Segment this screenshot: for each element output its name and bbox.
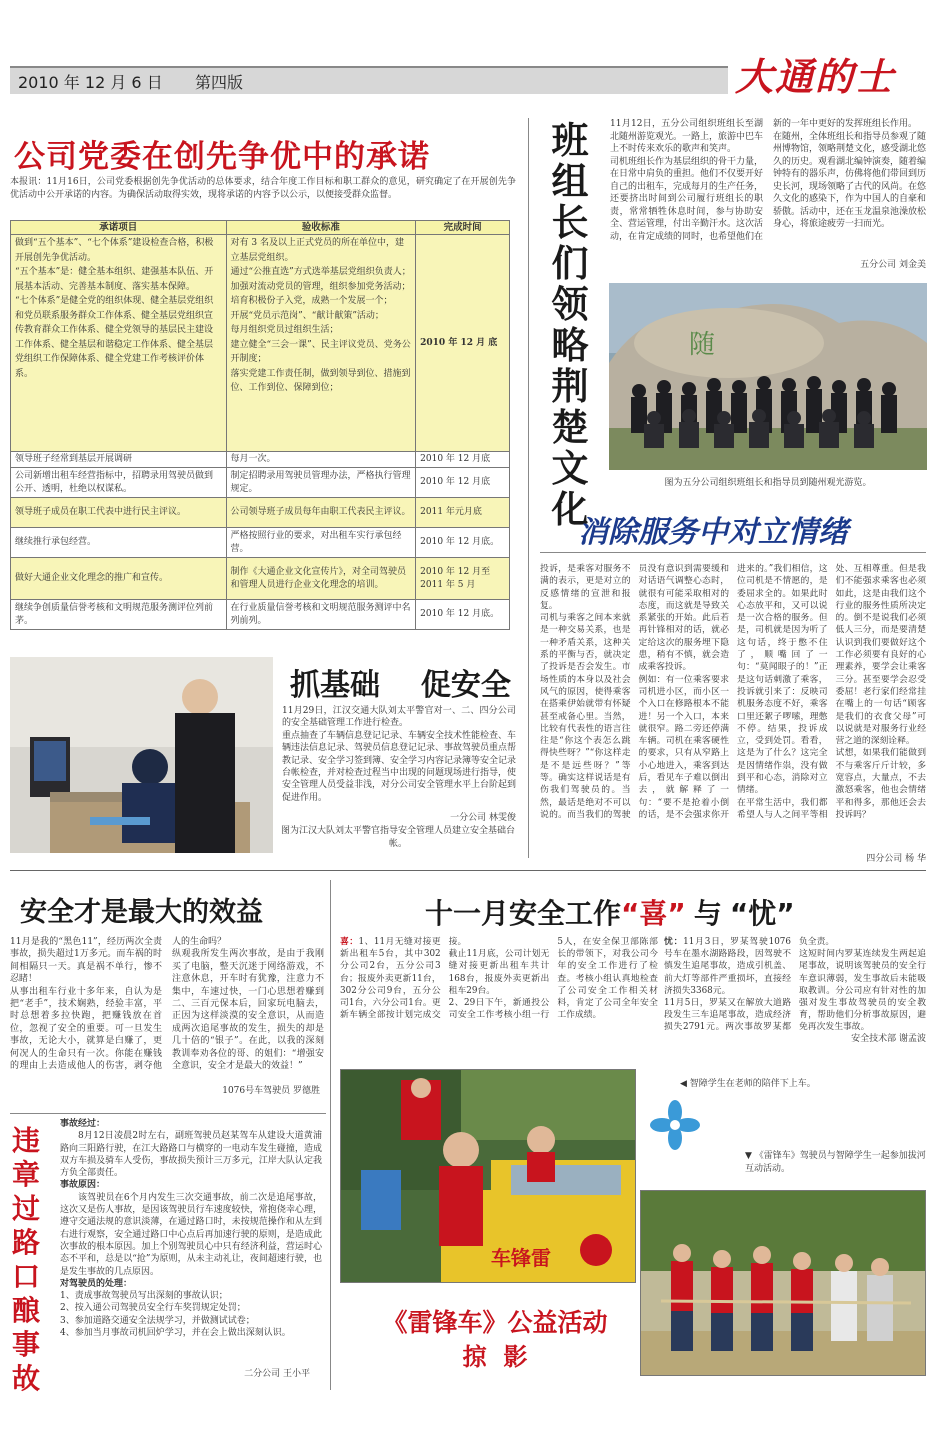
table-row-item: 领导班子成员在职工代表中进行民主评议。 xyxy=(11,498,227,528)
service-body: 投诉，是乘客对服务不满的表示，更是对立的反感情绪的宣泄和报复。 司机与乘客之间本来就是一种交易关系，也是一种矛盾关系，这种关系的平衡与否，就决定了投诉是否会发生。市场性质的本身以及社会风气的原因，使得乘客在搭乘伊始就带有怀疑甚至戒备心里。当然，比较有代表性的语言往往是“你这个表怎么跳得快些呀？”“你这样走是不是远些呀？”等等。确实这样说话是有伤我们驾驶员的。当然，最话是绝对不可以说的。而当我们的驾驶员没有意识到需要缓和对话语气调整心态时，就很有可能采取相对的态度，而这就是导致关系紧张的开始。此后若再针锋相对的话，就必定给这次的服务埋下隐患，稍有不慎，就会造成乘客投诉。 例如：有一位乘客要求司机进小区，而小区一个入口在修路根本不能进！另一个入口，本来就很窄。路二旁还停满车辆。司机在乘客硬性的要求，只有从窄路上小心地进入，乘客到达后，看见车子难以倒出去，就解释了一句：“要不是抢着小倒的话，是不会强求你开进来的。”我们相信，这位司机是不情愿的，是委屈求全的。如果此时心态放平和，又可以说是一次合格的服务。但是，司机就是因为听了这句话，终于憋不住了，顺嘴回了一句：“莫闻眼子的！”正是这句话刺激了乘客，投诉就引来了：反映司机服务态度不好，乘客口里还絮子啰嗦，理憋不停。结果，投诉成立，受到处罚。看看，这是为了什么？这完全是因情绪作祟，没有做到平和心态，消除对立情绪。 在平常生活中，我们都希望人与人之间平等相处、互相尊重。但是我们不能强求乘客也必须如此，这是由我们这个行业的服务性质所决定的。倒不是说我们必须低人三分，而是要清楚认识到我们要做好这个工作必须要有良好的心理素养，要学会让乘客三分。甚至要学会忍受委屈！老行家们经常挂在嘴上的一句话“顾客是我们的衣食父母”可以说就是对服务行业经营之道的深刻诠释。 试想，如果我们能做到不与乘客斤斤计较，多宽容点，大量点，不去激怒乘客，他也会情绪平和得多，那他还会去投诉吗？ xyxy=(540,564,926,820)
police-inspection-photo xyxy=(10,657,273,853)
squad-byline: 五分公司 刘金美 xyxy=(860,260,926,270)
leifeng-caption-1: ◀ 智障学生在老师的陪伴下上车。 xyxy=(680,1079,816,1089)
table-row-time: 2010 年 12 月底 xyxy=(416,468,510,498)
safety-base-body: 11月29日，江汉交通大队刘太平警官对一、二、四分公司的安全基础管理工作进行检查。 重点抽查了车辆信息登记记录、车辆安全技术性能检查、车辆违法信息记录、驾驶员信息登记记录、事故驾驶员重点帮教记录、安全学习签到簿、安全学习内容记录簿等安全记录台帐检查，并对检查过程当中出现的问题现场进行指导，使安全管理人员受益非浅，对分公司安全管理水平上台阶起到促进作用。 xyxy=(282,706,517,803)
table-row-time: 2011 年元月底 xyxy=(416,498,510,528)
violation-byline: 二分公司 王小平 xyxy=(244,1369,310,1379)
violation-cause-label: 事故原因： xyxy=(60,1180,106,1191)
table-row-item: 公司新增出租车经营指标中，招聘录用驾驶员做到公开、透明，杜绝以权谋私。 xyxy=(11,468,227,498)
table-row-standard: 每月一次。 xyxy=(226,452,416,468)
service-rule xyxy=(540,552,926,553)
table-row-standard: 对有 3 名及以上正式党员的所在单位中，建立基层党组织。 通过“公推直选”方式选举基层党组织负责人； 加强对流动党员的管理，组织参加党务活动； 培育积极份子入党，成熟一个发展一个； 开展“党员示范岗”、“献计献策”活动； 每月组织党员过组织生活； 建立健全“三会一课”、民主评议党员、党务公开制度； 落实党建工作责任制，做到领导到位、措施到位、工作到位、保障到位； xyxy=(226,235,416,452)
squad-photo-caption: 图为五分公司组织班组长和指导员到随州观光游览。 xyxy=(664,478,872,488)
promise-table xyxy=(10,220,510,630)
safety-base-title: 抓基础 促安全 xyxy=(290,668,511,703)
leifeng-caption-2: ▼ 《雷锋车》驾驶员与智障学生一起参加拔河互动活动。 xyxy=(745,1151,926,1174)
column-divider xyxy=(528,118,529,858)
svg-text:随: 随 xyxy=(689,330,716,360)
promise-col-item: 承诺项目 xyxy=(11,221,227,235)
list-item: 2、按入通公司驾驶员安全行车奖罚规定处罚； xyxy=(60,1303,246,1314)
table-row-item: 做到“五个基本”、“七个体系”建设检查合格，积极开展创先争优活动。 “五个基本”是：健全基本组织、建强基本队伍、开展基本活动、完善基本制度、落实基本保障。 “七个体系”是健全党的组织体现、健全基层党组织和党员联系服务群众工作体系、健全基层党组织宣传教育群众工作体系、健全党领导的基层民主建设工作体系、健全基层和谐稳定工作体系、健全基层党组织工作保障体系、健全党建工作考核评价体系。 xyxy=(11,235,227,452)
column-divider xyxy=(330,880,331,1390)
list-item: 1、责成事故驾驶员写出深刻的事故认识； xyxy=(60,1291,228,1302)
leifeng-title: 《雷锋车》公益活动 xyxy=(382,1308,608,1337)
table-row-standard: 在行业质量信誉考核和文明规范服务测评中名列前列。 xyxy=(226,600,416,630)
flower-decoration-icon xyxy=(650,1100,700,1150)
table-row-time: 2010 年 12 月 底 xyxy=(416,235,510,452)
table-row-time: 2010 年 12 月底。 xyxy=(416,600,510,630)
table-row-standard: 制作《大通企业文化宣传片》，对全司驾驶员和管理人员进行企业文化理念的培训。 xyxy=(226,558,416,600)
service-byline: 四分公司 杨 华 xyxy=(866,854,926,864)
table-row-standard: 公司领导班子成员每年由职工代表民主评议。 xyxy=(226,498,416,528)
table-row-time: 2010 年 12 月底 xyxy=(416,452,510,468)
violation-accident-label: 事故经过： xyxy=(60,1119,106,1129)
taxi-door-sign: 车锋雷 xyxy=(491,1246,551,1270)
section-rule xyxy=(10,870,926,871)
promise-title: 公司党委在创先争优中的承诺 xyxy=(14,139,430,175)
benefit-title: 安全才是最大的效益 xyxy=(20,897,263,928)
section-rule xyxy=(10,1113,326,1114)
squad-title: 班组长们领略荆楚文化 xyxy=(551,119,589,531)
table-row-time: 2010 年 12 月至 2011 年 5 月 xyxy=(416,558,510,600)
table-row-item: 继续争创质量信誉考核和文明规范服务测评位列前茅。 xyxy=(11,600,227,630)
leifeng-taxi-photo xyxy=(340,1069,636,1283)
table-row-item: 领导班子经常到基层开展调研 xyxy=(11,452,227,468)
service-title: 消除服务中对立情绪 xyxy=(578,515,848,550)
violation-accident: 8月12日凌晨2时左右，副班驾驶员赵某驾车从建设大道黄浦路向三阳路行驶，在江大路路口与横穿的一电动车发生碰撞，造成双方车损及骑车人受伤，事故损失预计三万多元，江岸大队认定我方负全部责任。 xyxy=(60,1131,322,1179)
november-title: 十一月安全工作“喜” 与 “忧” xyxy=(425,897,795,930)
table-row-standard: 严格按照行业的要求，对出租车实行承包经营。 xyxy=(226,528,416,558)
november-byline: 安全技术部 谢孟波 xyxy=(851,1034,926,1044)
newspaper-masthead: 大通的士 xyxy=(735,55,896,99)
table-row-time: 2010 年 12 月底。 xyxy=(416,528,510,558)
leifeng-tug-of-war-photo xyxy=(640,1190,926,1376)
squad-body: 11月12日，五分公司组织班组长至湖北随州游览观光。一路上，旅游中巴车上不时传来欢乐的歌声和笑声。 司机班组长作为基层组织的骨干力量，在日常中肩负的重担。他们不仅要开好自己的出租车，完成每月的生产任务，还要挤出时间到公司履行班组长的职责，常常牺牲休息时间，参与协助安全、营运管理，付出辛勤汗水。这次活动，在肯定成绩的同时，也希望他们在新的一年中更好的发挥班组长作用。 在随州，全体班组长和指导员参观了随州博物馆，领略荆楚文化，感受湖北悠久的历史。观看湖北编钟演奏，随着编钟特有的器乐声，仿佛将他们带回到历史长河，现场领略了古代的风尚。在悠久文化的感染下，作为中国人的自豪和骄傲。活动中，还在玉龙温泉池澡放松身心，将旅途疲劳一扫而光。 xyxy=(610,119,926,242)
table-row-item: 做好大通企业文化理念的推广和宣传。 xyxy=(11,558,227,600)
benefit-byline: 1076号车驾驶员 罗德胜 xyxy=(222,1086,320,1096)
safety-base-byline: 一分公司 林雯俊 xyxy=(450,813,516,823)
list-item: 3、参加道路交通安全法规学习，并做测试试卷； xyxy=(60,1315,255,1326)
promise-intro: 本报讯：11月16日，公司党委根据创先争优活动的总体要求，结合年度工作目标和职工群众的意见，研究确定了在开展创先争优活动中公开承诺的内容。为确保活动取得实效，现将承诺的内容予以公示，以便接受群众监督。 xyxy=(10,177,516,200)
violation-body xyxy=(60,1118,322,1339)
promise-col-standard: 验收标准 xyxy=(226,221,416,235)
leifeng-subtitle: 掠 影 xyxy=(462,1343,528,1371)
squad-group-photo xyxy=(609,283,927,470)
list-item: 4、参加当月事故司机回炉学习，并在会上做出深刻认识。 xyxy=(60,1328,291,1339)
safety-base-caption: 图为江汉大队刘太平警官指导安全管理人员建立安全基础台帐。 xyxy=(280,826,515,849)
promise-col-time: 完成时间 xyxy=(416,221,510,235)
violation-title: 违章过路口酿事故 xyxy=(11,1124,40,1395)
november-good-news: 喜：1、11月无缝对接更新出租车5台，其中302分公司2台，五分公司3台；报废外卖更新11台，302分公司9台，五分公司1台，六分公司1台。更新车辆全部按计划完成交接。 截止11月底，公司计划无缝对接更新出租车共计168台，报废外卖更新出租车29台。 2、29日下午，新通投公司安全工作考核小组一行5人，在安全保卫部陈部长的带领下，对我公司今年的安全工作进行了检查。考核小组认真地检查了公司安全工作相关材料，肯定了公司全年安全工作成绩。 xyxy=(340,937,658,1021)
violation-cause: 该驾驶员在6个月内发生三次交通事故，前二次是追尾事故，这次又是伤人事故，是因该驾驶员行车速度较快，常抱侥幸心理，遵守交通法规的意识淡薄，在通过路口时，未按规范操作和从左到右进行观察，安全通过路口中心点后再加速行驶的原则，是造成此次事故的根本原因。加上个别驾驶员心中只有经济利益，营运时心态不平和，总是以“抢”为原则，从未主动礼让，夜间超速行驶，也是发生事故的几点原因。 xyxy=(60,1192,322,1277)
issue-date: 2010 年 12 月 6 日 第四版 xyxy=(18,73,244,92)
violation-handling-label: 对驾驶员的处理： xyxy=(60,1278,133,1289)
benefit-body: 11月是我的“黑色11”，经历两次全责事故，损失超过1万多元。而车祸的时间相隔只一天。真是祸不单行，惨不忍睹！ 从事出租车行业十多年来，自认为是把“老手”，技术娴熟，经验丰富，平时总想着多拉快跑，把赚钱放在首位，忽视了安全的重要。可一旦发生事故，无论大小，就算是白赚了，更何况人的生命只有一次。你能在赚钱的理由上去造成他人的伤害，剥夺他人的生命吗？ 纵观我所发生两次事故，是由于我刚买了电脑，整天沉迷于网络游戏，不注意休息，开车时有犹豫，注意力不集中，车速过快，一门心思想着赚到二、三百元保本后，回家玩电脑去，正因为这样淡漠的安全意识，从而造成两次追尾事故的发生，损失的却是几十倍的“银子”。在此，以我的深刻教训奉劝各位的哥、的姐们：“增强安全意识，安全才是最大的效益！” xyxy=(10,937,324,1072)
table-row-item: 继续推行承包经营。 xyxy=(11,528,227,558)
table-row-standard: 制定招聘录用驾驶员管理办法，严格执行管理规定。 xyxy=(226,468,416,498)
november-bad-news: 忧：11月3日，罗某驾驶1076号车在墨水湖路路段，因驾驶不慎发生追尾事故，造成引机盖、前大灯等部件严重损坏，直接经济损失3368元。 11月5日，罗某又在解放大道路段发生三车追尾事故，造成经济损失2791元。两次事故罗某都负全责。 这短时间内罗某连续发生两起追尾事故，说明该驾驶员的安全行车意识薄弱，发生事故后未能吸取教训。分公司应有针对性的加强对发生事故驾驶员的安全教育，帮助他们分析事故原因，避免再次发生事故。 xyxy=(664,937,926,1033)
